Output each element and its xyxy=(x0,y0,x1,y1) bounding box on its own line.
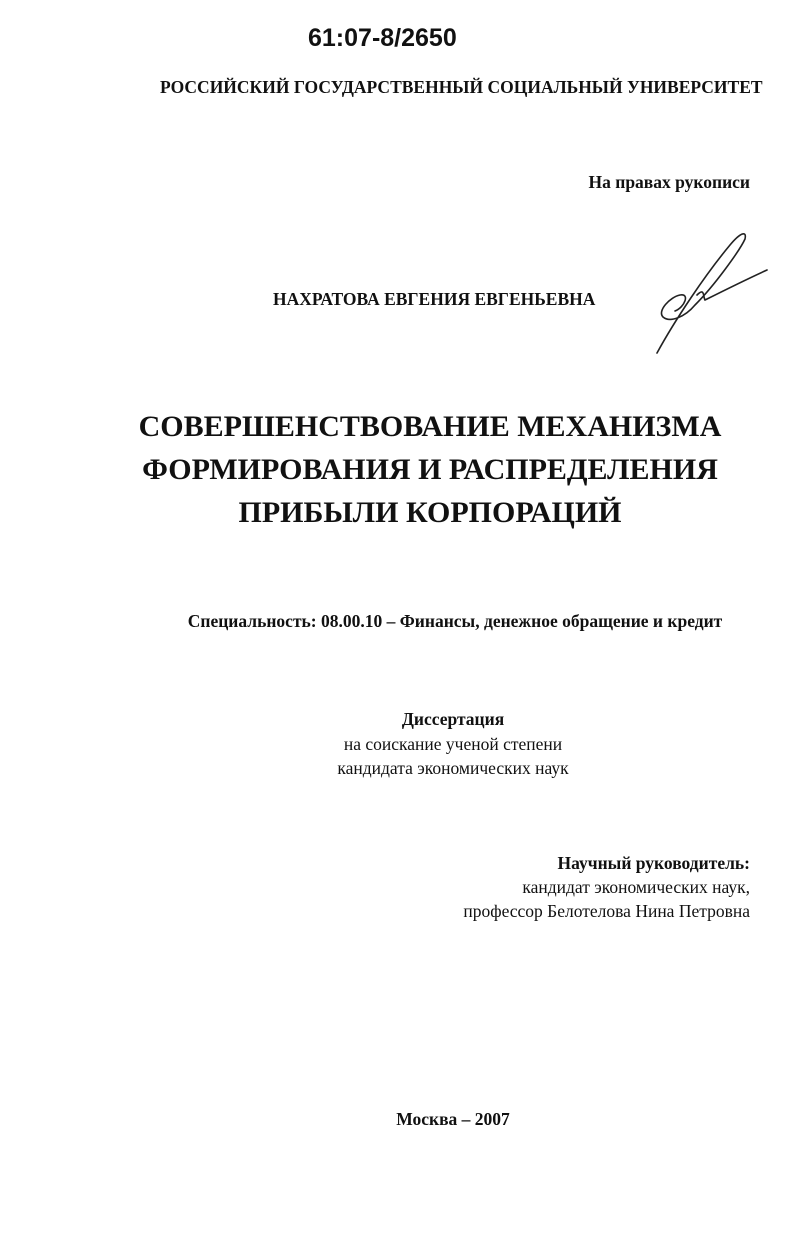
supervisor-block xyxy=(463,851,750,923)
supervisor-heading: Научный руководитель: xyxy=(557,853,750,873)
dissertation-block xyxy=(290,707,616,781)
city-year: Москва – 2007 xyxy=(396,1109,510,1129)
title-line: ФОРМИРОВАНИЯ И РАСПРЕДЕЛЕНИЯ xyxy=(142,453,718,486)
dissertation-line: кандидата экономических наук xyxy=(337,758,569,778)
supervisor-line: профессор Белотелова Нина Петровна xyxy=(463,901,750,921)
university-name: РОССИЙСКИЙ ГОСУДАРСТВЕННЫЙ СОЦИАЛЬНЫЙ УНИВЕРСИТЕТ xyxy=(160,77,763,97)
supervisor-line: кандидат экономических наук, xyxy=(522,877,750,897)
catalog-number: 61:07-8/2650 xyxy=(308,24,457,52)
title-line: СОВЕРШЕНСТВОВАНИЕ МЕХАНИЗМА xyxy=(138,410,722,443)
dissertation-heading: Диссертация xyxy=(401,709,505,729)
signature xyxy=(645,225,770,360)
dissertation-line: на соискание ученой степени xyxy=(343,733,563,754)
title-line: ПРИБЫЛИ КОРПОРАЦИЙ xyxy=(238,496,622,529)
specialty: Специальность: 08.00.10 – Финансы, денежное обращение и кредит xyxy=(187,611,723,631)
author-name: НАХРАТОВА ЕВГЕНИЯ ЕВГЕНЬЕВНА xyxy=(273,289,596,309)
dissertation-title xyxy=(130,405,730,534)
rights-note: На правах рукописи xyxy=(588,172,750,192)
